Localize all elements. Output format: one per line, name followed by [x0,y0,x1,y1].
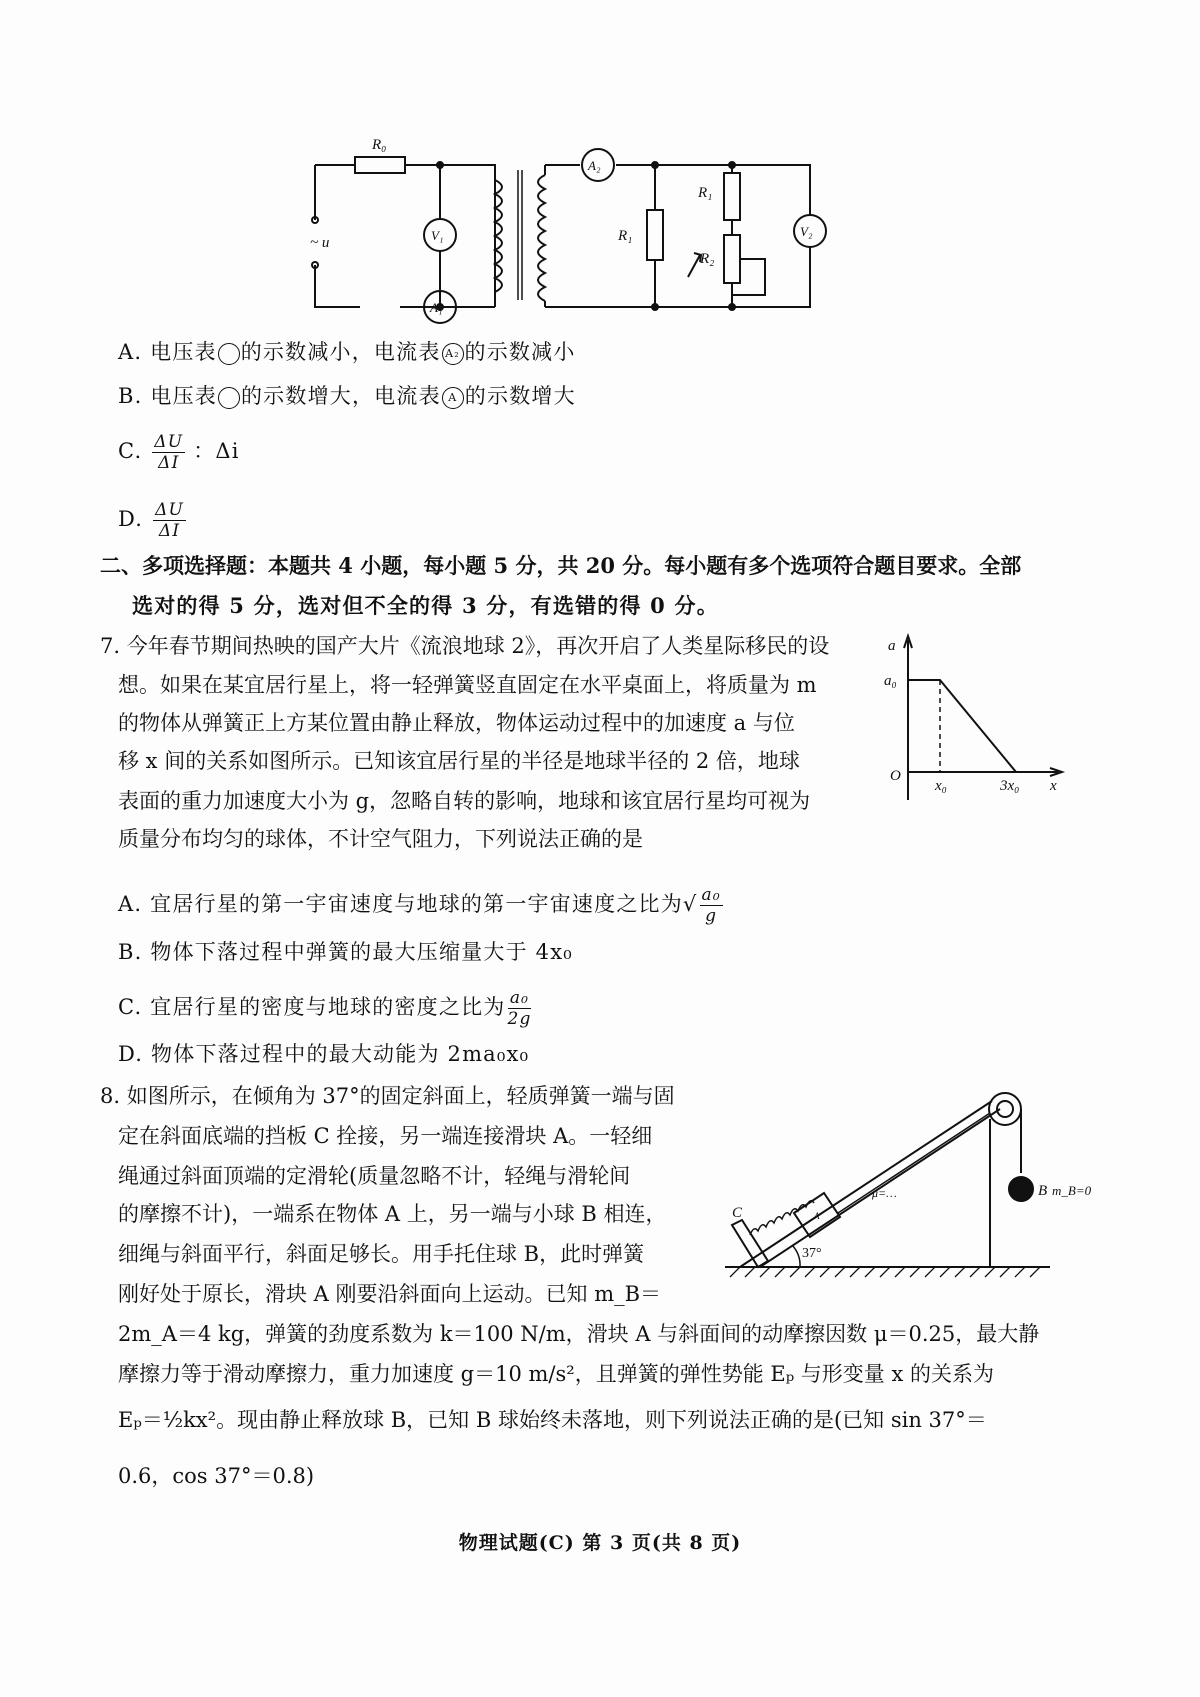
incline-pulley-diagram [720,1085,1120,1280]
option-text: 的示数增大 [464,384,576,408]
numerator: ΔU [154,432,184,452]
ammeter-icon: A [442,387,464,409]
x-axis-label: x [1050,778,1057,794]
section-heading-cont: 选对的得 5 分，选对但不全的得 3 分，有选错的得 0 分。 [132,593,719,618]
label-r2: R₂ [700,251,715,267]
page-footer: 物理试题(C) 第 3 页(共 8 页) [458,1532,742,1554]
q7-option-b: B. 物体下落过程中弹簧的最大压缩量大于 4x₀ [118,940,573,964]
block-a-label: A [814,1211,820,1221]
q6-option-a [118,338,576,366]
q7-line: 的物体从弹簧正上方某位置由静止释放，物体运动过程中的加速度 a 与位 [118,711,795,735]
q8-line: 摩擦力等于滑动摩擦力，重力加速度 g＝10 m/s²，且弹簧的弹性势能 Eₚ 与形变量 x 的关系为 [118,1362,994,1386]
q7-line: 质量分布均匀的球体，不计空气阻力，下列说法正确的是 [118,827,643,851]
handwritten-note: μ=… [872,1186,897,1200]
option-text: 的示数减小 [464,340,576,364]
section-heading: 二、多项选择题：本题共 4 小题，每小题 5 分，共 20 分。每小题有多个选项符合题目要求。全部 [100,553,1022,578]
label-source: ~ u [310,235,330,251]
q8-line: 0.6，cos 37°＝0.8) [118,1464,315,1488]
option-text: C. 宜居行星的密度与地球的密度之比为 [118,995,506,1019]
option-text: B. 电压表 [118,384,217,408]
transformer-circuit-diagram [300,125,860,325]
q8-line: 8. 如图所示，在倾角为 37°的固定斜面上，轻质弹簧一端与固 [100,1084,675,1108]
denominator: ΔI [158,453,180,473]
q7-line: 想。如果在某宜居行星上，将一轻弹簧竖直固定在水平桌面上，将质量为 m [118,673,817,697]
origin-label: O [890,768,901,784]
voltmeter-icon [218,387,240,409]
q8-line: 2m_A＝4 kg，弹簧的劲度系数为 k＝100 N/m，滑块 A 与斜面间的动摩擦因数 μ＝0.25，最大静 [118,1322,1040,1346]
option-label: D. [118,507,144,531]
numerator: a₀ [509,988,530,1008]
voltmeter-icon [218,343,240,365]
option-label: C. [118,439,143,463]
denominator: ΔI [158,521,181,541]
q8-line: 定在斜面底端的挡板 C 拴接，另一端连接滑块 A。一轻细 [118,1124,653,1148]
q7-option-d: D. 物体下落过程中的最大动能为 2ma₀x₀ [118,1042,530,1066]
q7-line: 移 x 间的关系如图所示。已知该宜居行星的半径是地球半径的 2 倍，地球 [118,749,800,773]
handwritten-note: m_B=0 [1052,1183,1092,1198]
q7-line: 表面的重力加速度大小为 g，忽略自转的影响，地球和该宜居行星均可视为 [118,789,811,813]
fraction [153,500,186,541]
y-axis-label: a [888,638,896,654]
plate-c-label: C [732,1205,743,1221]
fraction [700,885,723,926]
label-a2: A₂ [588,158,601,173]
q7-line: 7. 今年春节期间热映的国产大片《流浪地球 2》，再次开启了人类星际移民的设 [100,634,830,658]
fraction [507,988,531,1029]
label-v1: V₁ [431,228,444,243]
label-r1-left: R₁ [618,228,633,244]
label-r1-right: R₁ [698,185,713,201]
q8-line: 细绳与斜面平行，斜面足够长。用手托住球 B，此时弹簧 [118,1242,645,1266]
x0-tick: x₀ [935,778,947,794]
acceleration-displacement-graph [880,630,1070,805]
q6-option-b [118,382,576,410]
denominator: 2g [507,1009,532,1029]
q7-option-c [118,988,532,1029]
label-a1: A₁ [430,300,443,315]
q8-line: 的摩擦不计)，一端系在物体 A 上，另一端与小球 B 相连， [118,1202,667,1226]
q8-line: 绳通过斜面顶端的定滑轮(质量忽略不计，轻绳与滑轮间 [118,1164,631,1188]
q8-line: 刚好处于原长，滑块 A 刚要沿斜面向上运动。已知 m_B＝ [118,1282,662,1306]
option-text: 的示数增大，电流表 [240,384,441,408]
q6-option-d [118,500,186,541]
3x0-tick: 3x₀ [1000,778,1020,794]
denominator: g [705,906,718,926]
option-text: A. 电压表 [118,340,217,364]
option-text: ：Δi [193,439,240,463]
q6-option-c [118,432,240,473]
label-r0: R₀ [372,137,387,153]
sqrt-sign: √ [682,892,698,916]
numerator: ΔU [155,500,185,520]
angle-label: 37° [802,1246,822,1261]
option-text: A. 宜居行星的第一宇宙速度与地球的第一宇宙速度之比为 [118,892,683,916]
fraction [152,432,185,473]
option-text: 的示数减小，电流表 [240,340,441,364]
a0-label: a₀ [884,673,897,689]
ball-b-label: B [1038,1183,1048,1199]
numerator: a₀ [701,885,721,905]
label-v2: V₂ [800,224,813,239]
q8-line: Eₚ＝½kx²。现由静止释放球 B，已知 B 球始终未落地，则下列说法正确的是(已知 sin 37°＝ [118,1408,987,1432]
ammeter-icon: A₂ [442,343,464,365]
q7-option-a [118,885,723,926]
